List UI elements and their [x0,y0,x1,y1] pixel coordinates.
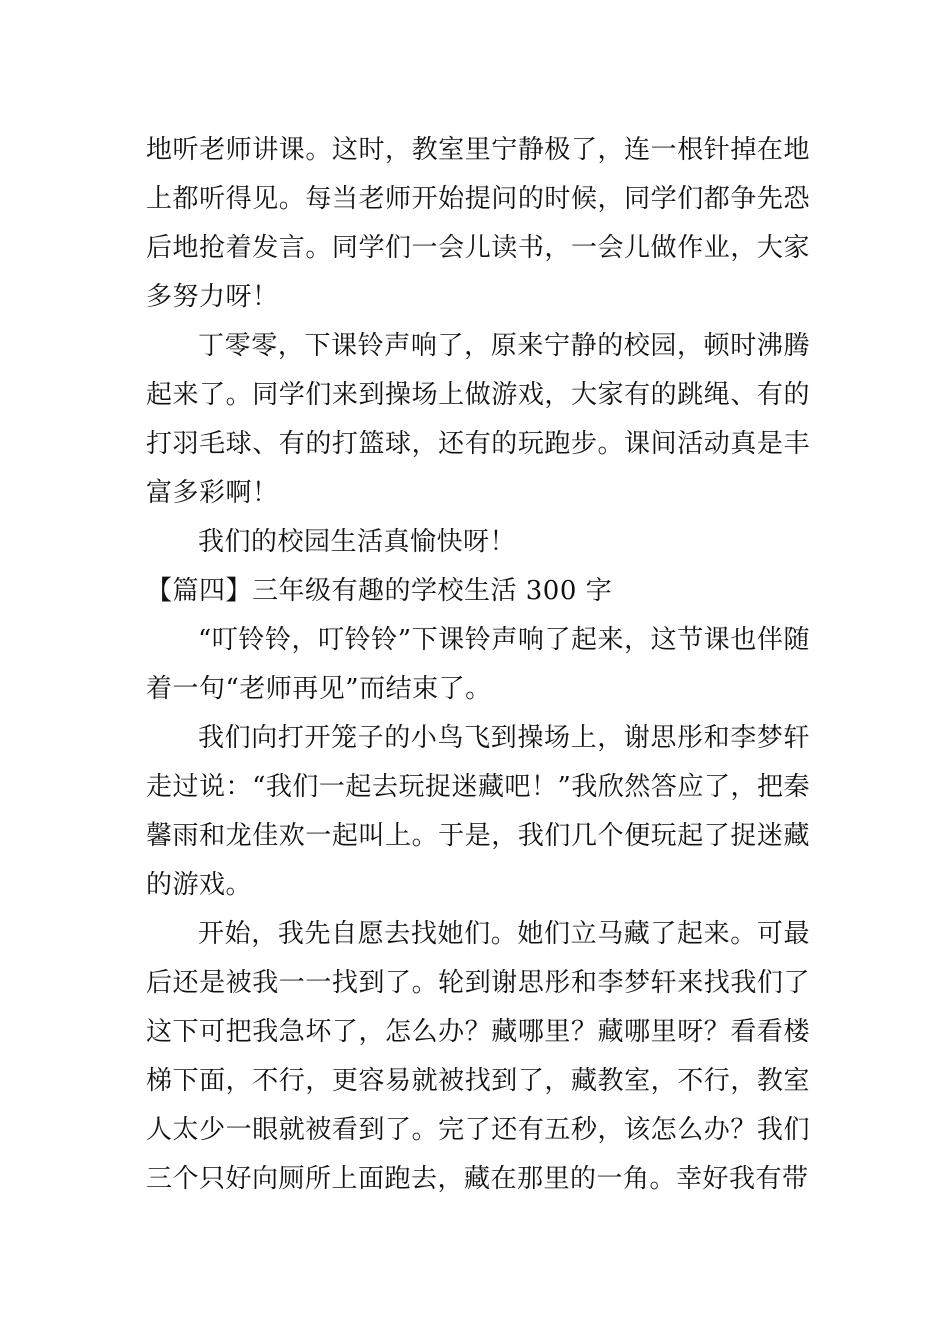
paragraph-2: 丁零零，下课铃声响了，原来宁静的校园，顿时沸腾起来了。同学们来到操场上做游戏，大家有的跳绳、有的打羽毛球、有的打篮球，还有的玩跑步。课间活动真是丰富多彩啊！ [146,331,810,508]
paragraph-5: “叮铃铃，叮铃铃”下课铃声响了起来，这节课也伴随着一句“老师再见”而结束了。 [146,625,810,704]
paragraph-1: 地听老师讲课。这时，教室里宁静极了，连一根针掉在地上都听得见。每当老师开始提问的时候，同学们都争先恐后地抢着发言。同学们一会儿读书，一会儿做作业，大家多努力呀！ [146,135,810,312]
section-heading: 【篇四】三年级有趣的学校生活 300 字 [146,576,613,606]
paragraph-6: 我们向打开笼子的小鸟飞到操场上，谢思彤和李梦轩走过说：“我们一起去玩捉迷藏吧！”我欣然答应了，把秦馨雨和龙佳欢一起叫上。于是，我们几个便玩起了捉迷藏的游戏。 [146,723,810,900]
document-body [146,126,810,1204]
paragraph-7: 开始，我先自愿去找她们。她们立马藏了起来。可最后还是被我一一找到了。轮到谢思彤和李梦轩来找我们了这下可把我急坏了，怎么办？藏哪里？藏哪里呀？看看楼梯下面，不行，更容易就被找到了，藏教室，不行，教室人太少一眼就被看到了。完了还有五秒，该怎么办？我们三个只好向厕所上面跑去，藏在那里的一角。幸好我有带 [146,919,810,1194]
paragraph-3: 我们的校园生活真愉快呀！ [198,527,517,557]
